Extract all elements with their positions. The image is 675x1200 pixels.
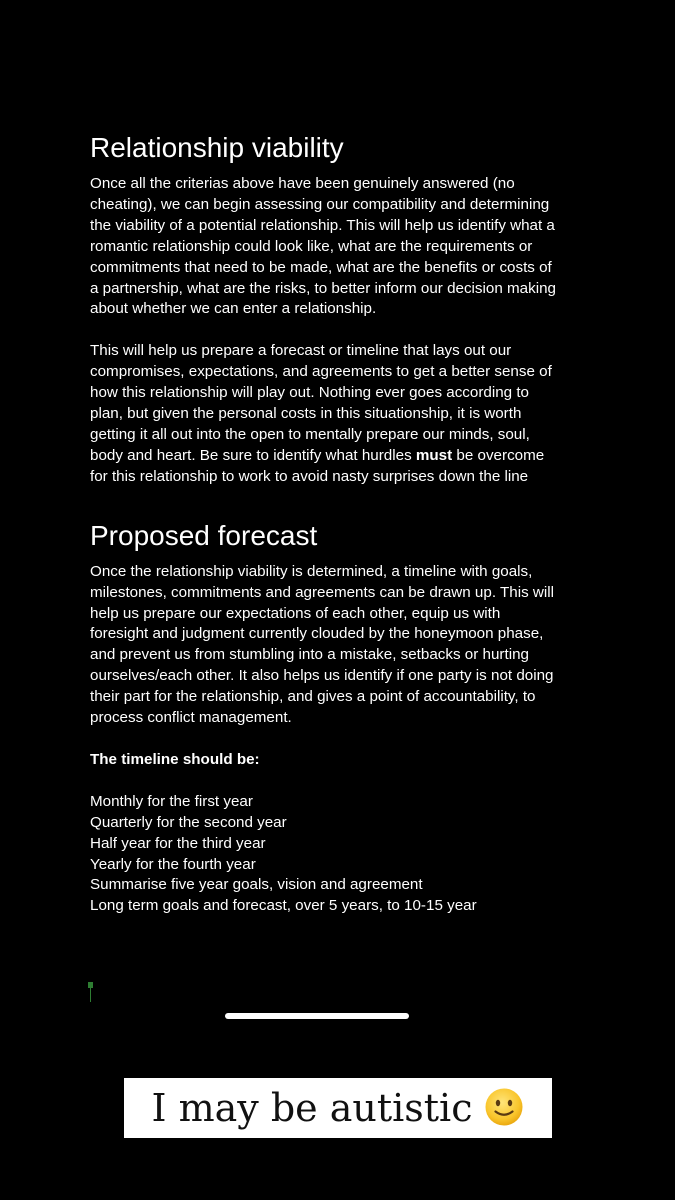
paragraph-forecast-intro: Once the relationship viability is determined, a timeline with goals, milestones, commitments and agreements can be drawn up. This will help us prepare our expectations of each other, equip us with foresight and judgment currently clouded by the honeymoon phase, and prevent us from stumbling into a mistake, setbacks or hurting ourselves/each other. It also helps us identify if one party is not doing their part for the relationship, and gives a point of accountability, to process conflict management. (90, 562, 554, 727)
timeline-item: Long term goals and forecast, over 5 years, to 10-15 year (90, 897, 477, 915)
paragraph-forecast-prep-text-end: be overcome for this relationship to work to avoid nasty surprises down the line (90, 446, 545, 485)
timeline-item: Quarterly for the second year (90, 813, 287, 831)
cursor-stem (90, 987, 91, 1002)
slightly-smiling-face-icon (484, 1087, 524, 1127)
timeline-item: Summarise five year goals, vision and agreement (90, 876, 423, 894)
timeline-item: Yearly for the fourth year (90, 855, 256, 873)
caption-sticker (124, 1078, 552, 1138)
paragraph-viability-intro: Once all the criterias above have been genuinely answered (no cheating), we can begin assessing our compatibility and determining the viability of a potential relationship. This will help us identify what a romantic relationship could look like, what are the requirements or commitments that need to be made, what are the benefits or costs of a partnership, what are the risks, to better inform our decision making about whether we can enter a relationship. (90, 175, 556, 318)
timeline-list (90, 792, 560, 917)
timeline-item: Monthly for the first year (90, 792, 253, 810)
section-heading-proposed-forecast: Proposed forecast (90, 519, 318, 551)
paragraph-forecast-prep-text: This will help us prepare a forecast or timeline that lays out our compromises, expectations, and agreements to get a better sense of how this relationship will play out. Nothing ever goes according to plan, but given the personal costs in this situationship, it is worth getting it all out into the open to mentally prepare our minds, soul, body and heart. Be sure to identify what hurdles (90, 342, 552, 464)
paragraph-forecast-prep (90, 341, 560, 487)
home-indicator[interactable] (225, 1013, 409, 1019)
timeline-item: Half year for the third year (90, 834, 266, 852)
document-body (90, 130, 560, 917)
section-heading-relationship-viability: Relationship viability (90, 132, 344, 163)
caption-label: I may be autistic (151, 1086, 473, 1130)
timeline-heading: The timeline should be: (90, 750, 260, 768)
text-cursor-icon[interactable] (88, 982, 93, 1002)
caption-text (152, 1086, 525, 1130)
emphasis-must: must (415, 446, 453, 464)
